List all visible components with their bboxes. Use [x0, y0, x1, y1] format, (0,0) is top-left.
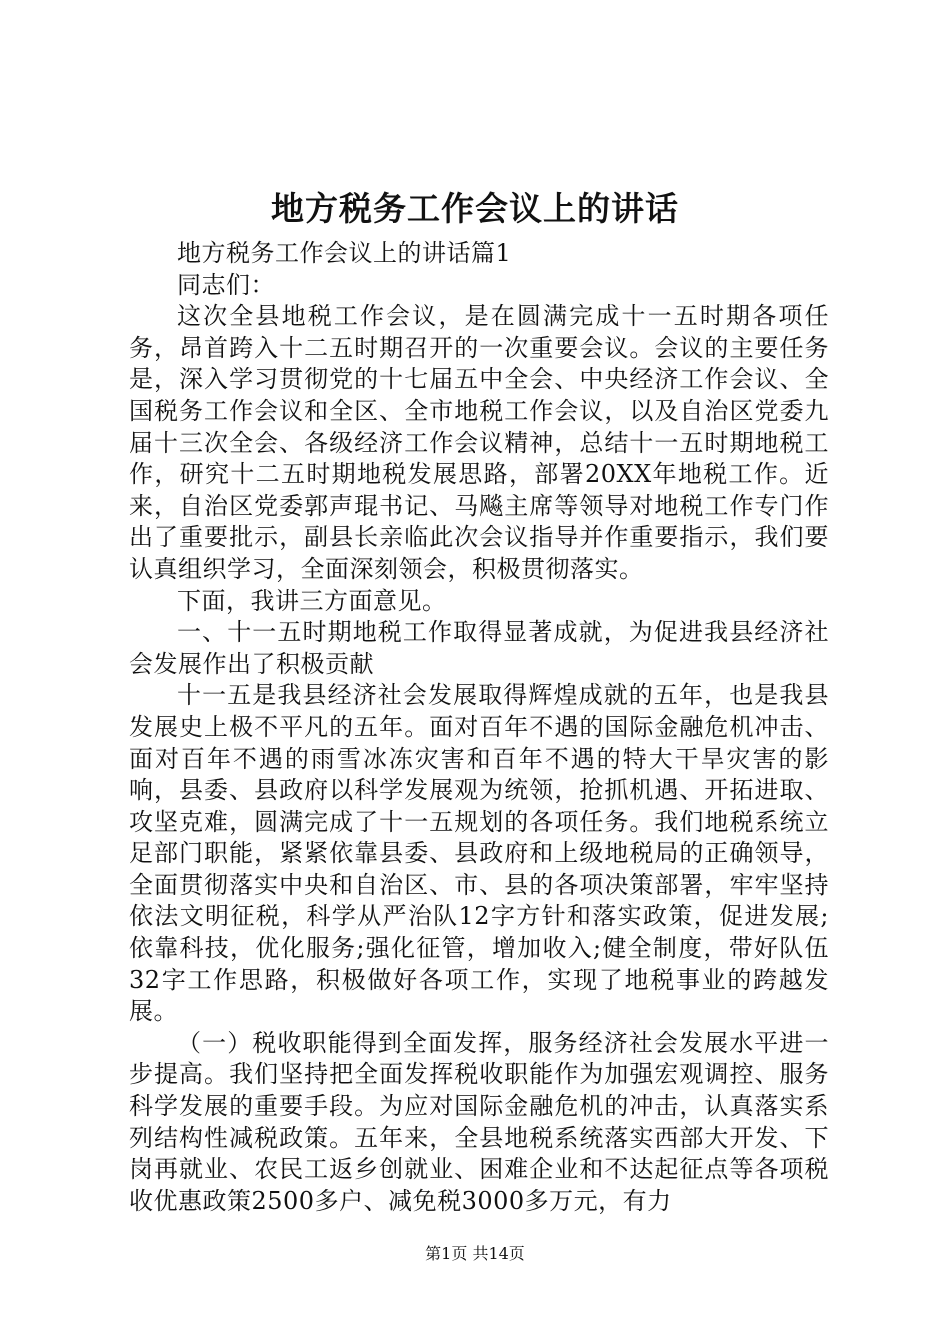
paragraph: 十一五是我县经济社会发展取得辉煌成就的五年，也是我县发展史上极不平凡的五年。面对百年不遇的国际金融危机冲击、面对百年不遇的雨雪冰冻灾害和百年不遇的特大干旱灾害的影响，县委、县政府以科学发展观为统领，抢抓机遇、开拓进取、攻坚克难，圆满完成了十一五规划的各项任务。我们地税系统立足部门职能，紧紧依靠县委、县政府和上级地税局的正确领导，全面贯彻落实中央和自治区、市、县的各项决策部署，牢牢坚持依法文明征税，科学从严治队12字方针和落实政策，促进发展;依靠科技，优化服务;强化征管，增加收入;健全制度，带好队伍32字工作思路，积极做好各项工作，实现了地税事业的跨越发展。: [129, 681, 829, 1026]
paragraph: 下面，我讲三方面意见。: [177, 586, 447, 615]
page-number-footer: 第1页 共14页: [425, 1244, 525, 1263]
paragraph-salutation: 同志们：: [177, 270, 275, 299]
paragraph: （一）税收职能得到全面发挥，服务经济社会发展水平进一步提高。我们坚持把全面发挥税收职能作为加强宏观调控、服务科学发展的重要手段。为应对国际金融危机的冲击，认真落实系列结构性减税政策。五年来，全县地税系统落实西部大开发、下岗再就业、农民工返乡创就业、困难企业和不达起征点等各项税收优惠政策2500多户、减免税3000多万元，有力: [129, 1028, 829, 1215]
paragraph: 这次全县地税工作会议，是在圆满完成十一五时期各项任务，昂首跨入十二五时期召开的一次重要会议。会议的主要任务是，深入学习贯彻党的十七届五中全会、中央经济工作会议、全国税务工作会议和全区、全市地税工作会议，以及自治区党委九届十三次全会、各级经济工作会议精神，总结十一五时期地税工作，研究十二五时期地税发展思路，部署20XX年地税工作。近来，自治区党委郭声琨书记、马飚主席等领导对地税工作专门作出了重要批示，副县长亲临此次会议指导并作重要指示，我们要认真组织学习，全面深刻领会，积极贯彻落实。: [129, 302, 829, 583]
document-title: 地方税务工作会议上的讲话: [271, 189, 679, 228]
document-body: [129, 238, 829, 1217]
paragraph-subtitle: 地方税务工作会议上的讲话篇1: [177, 239, 512, 267]
section-heading: 一、十一五时期地税工作取得显著成就，为促进我县经济社会发展作出了积极贡献: [129, 618, 829, 678]
